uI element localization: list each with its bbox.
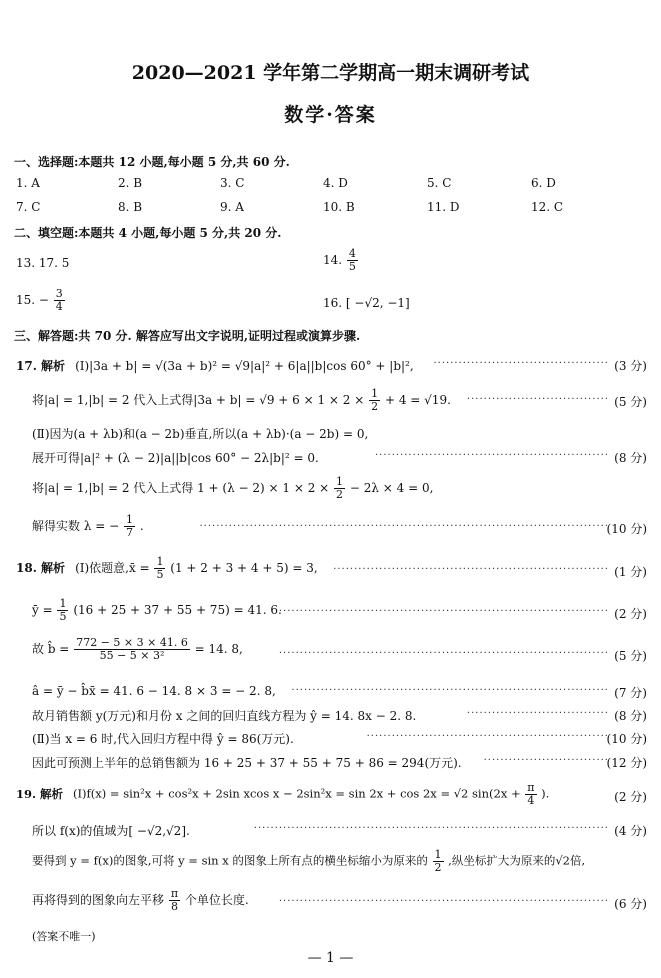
q17-text-6a: 解得实数 λ = −	[32, 519, 120, 533]
fraction	[154, 556, 165, 581]
answer-3: 3. C	[220, 176, 245, 190]
q17-line-2	[32, 388, 451, 413]
denominator: 4	[55, 300, 63, 313]
q18-text-1a: (Ⅰ)依题意,x̄ =	[75, 561, 150, 575]
fraction	[334, 476, 345, 501]
q18-lead: 18. 解析	[16, 561, 66, 575]
answer-7: 7. C	[16, 200, 41, 214]
fraction	[74, 637, 190, 662]
q19-note: (答案不唯一)	[32, 930, 96, 943]
section2-heading: 二、填空题:本题共 4 小题,每小题 5 分,共 20 分.	[14, 226, 282, 240]
denominator: 2	[434, 861, 442, 874]
q18-score-6: (10 分)	[606, 732, 647, 746]
answer-12: 12. C	[531, 200, 564, 214]
q19-score-1: (2 分)	[614, 790, 647, 804]
numerator: 1	[59, 597, 67, 610]
q17-line-6	[32, 514, 144, 539]
leader-dots: ··········································	[433, 358, 609, 369]
answer-11: 11. D	[427, 200, 460, 214]
section3-heading: 三、解答题:共 70 分. 解答应写出文字说明,证明过程或演算步骤.	[14, 329, 361, 343]
page-title: 2020—2021 学年第二学期高一期末调研考试	[131, 62, 530, 84]
q19-text-4a: 再将得到的图象向左平移	[32, 893, 165, 907]
denominator: 5	[156, 568, 164, 581]
q19-text-3a: 要得到 y = f(x)的图象,可将 y = sin x 的图象上所有点的横坐标缩小为原来的	[32, 853, 428, 868]
q19-text-4b: 个单位长度.	[184, 893, 249, 907]
denominator: 8	[170, 900, 178, 913]
numerator: 1	[336, 475, 344, 488]
q19-text-3b: ,纵坐标扩大为原来的√2倍,	[448, 853, 586, 868]
leader-dots: ·····················································································	[253, 823, 609, 834]
leader-dots: ······························	[483, 755, 609, 766]
q18-score-5: (8 分)	[614, 709, 647, 723]
answer-8: 8. B	[118, 200, 143, 214]
q18-line-4: â = ȳ − b̂x̄ = 41. 6 − 14. 8 × 3 = − 2. 8,	[32, 684, 276, 698]
leader-dots: ··································	[466, 708, 609, 719]
fill-answer-16: 16. [ −√2, −1]	[323, 296, 410, 310]
leader-dots: ························································	[374, 450, 609, 461]
numerator: 1	[434, 848, 442, 861]
fill-answer-14	[323, 248, 359, 273]
q17-text-2b: + 4 = √19.	[384, 393, 451, 407]
fraction	[369, 388, 380, 413]
q19-lead: 19. 解析	[16, 786, 64, 801]
numerator: 772 − 5 × 3 × 41. 6	[76, 636, 188, 649]
q18-score-7: (12 分)	[606, 756, 647, 770]
q17-score-2: (5 分)	[614, 395, 647, 409]
answer-9: 9. A	[220, 200, 244, 214]
q18-score-1: (1 分)	[614, 565, 647, 579]
denominator: 7	[126, 526, 133, 539]
q17-lead: 17. 解析	[16, 359, 66, 373]
q18-text-1b: (1 + 2 + 3 + 4 + 5) = 3,	[170, 561, 318, 575]
q17-line-1	[16, 357, 414, 374]
q17-line-3: (Ⅱ)因为(a + λb)和(a − 2b)垂直,所以(a + λb)·(a − 2b) = 0,	[32, 427, 369, 441]
numerator: 4	[348, 247, 356, 260]
fill-answer-13: 13. 17. 5	[16, 256, 70, 270]
answer-1: 1. A	[16, 176, 40, 190]
numerator: 1	[371, 387, 379, 400]
denominator: 4	[527, 794, 535, 807]
fraction	[347, 248, 358, 273]
answer-4: 4. D	[323, 176, 348, 190]
q17-text-2a: 将|a| = 1,|b| = 2 代入上式得|3a + b| = √9 + 6 × 1 × 2 ×	[32, 393, 365, 407]
q19-line-3	[32, 849, 585, 874]
page-subtitle: 数学·答案	[284, 104, 377, 126]
numerator: 3	[55, 287, 63, 300]
q18-line-3	[32, 637, 243, 662]
q17-text-5b: − 2λ × 4 = 0,	[349, 481, 434, 495]
q17-text-1: (Ⅰ)|3a + b| = √(3a + b)² = √9|a|² + 6|a||b|cos 60° + |b|²,	[75, 359, 414, 373]
q18-line-6: (Ⅱ)当 x = 6 时,代入回归方程中得 ŷ = 86(万元).	[32, 732, 294, 746]
q17-score-4: (8 分)	[614, 451, 647, 465]
q17-text-6b: .	[139, 519, 144, 533]
q17-line-4: 展开可得|a|² + (λ − 2)|a||b|cos 60° − 2λ|b|² = 0.	[32, 451, 319, 465]
leader-dots: ··························································	[366, 731, 609, 742]
q15-label: 15. −	[16, 293, 49, 307]
q18-text-3b: = 14. 8,	[194, 642, 243, 656]
denominator: 55 − 5 × 3²	[99, 649, 165, 662]
q19-line-4	[32, 888, 249, 913]
q17-score-1: (3 分)	[614, 359, 647, 373]
q19-text-1b: ).	[541, 786, 550, 801]
fraction	[54, 288, 65, 313]
page-number: — 1 —	[307, 950, 354, 966]
q18-line-5: 故月销售额 y(万元)和月份 x 之间的回归直线方程为 ŷ = 14. 8x − 2. 8.	[32, 709, 417, 723]
answer-10: 10. B	[323, 200, 355, 214]
q19-line-1	[16, 782, 549, 807]
q17-text-5a: 将|a| = 1,|b| = 2 代入上式得 1 + (λ − 2) × 1 × 2 ×	[32, 481, 330, 495]
answer-6: 6. D	[531, 176, 556, 190]
q18-score-4: (7 分)	[614, 686, 647, 700]
q19-score-2: (4 分)	[614, 824, 647, 838]
q18-score-2: (2 分)	[614, 607, 647, 621]
denominator: 5	[59, 610, 67, 623]
leader-dots: ············································································	[291, 685, 609, 696]
denominator: 5	[348, 260, 356, 273]
fraction	[525, 782, 536, 807]
fraction	[433, 849, 444, 874]
leader-dots: ···············································································	[278, 648, 609, 659]
q19-score-4: (6 分)	[614, 897, 647, 911]
q18-score-3: (5 分)	[614, 649, 647, 663]
leader-dots: ··································	[466, 394, 609, 405]
answer-2: 2. B	[118, 176, 143, 190]
leader-dots: ···············································································	[278, 896, 609, 907]
numerator: 1	[156, 555, 164, 568]
denominator: 2	[336, 488, 344, 501]
leader-dots: ···············································································	[278, 606, 609, 617]
section1-heading: 一、选择题:本题共 12 小题,每小题 5 分,共 60 分.	[14, 155, 290, 169]
q18-text-2a: ȳ =	[32, 603, 53, 617]
q18-line-2	[32, 598, 282, 623]
q17-score-6: (10 分)	[606, 522, 647, 536]
fraction	[169, 888, 180, 913]
numerator: π	[527, 781, 535, 794]
denominator: 2	[371, 400, 379, 413]
q18-line-7: 因此可预测上半年的总销售额为 16 + 25 + 37 + 55 + 75 + 86 = 294(万元).	[32, 756, 462, 770]
leader-dots: ··································································	[333, 564, 609, 575]
fraction	[124, 514, 135, 539]
leader-dots: ··································································································	[199, 521, 609, 532]
numerator: 1	[126, 513, 133, 526]
fill-answer-15	[16, 288, 66, 313]
answer-5: 5. C	[427, 176, 452, 190]
q18-line-1	[16, 556, 318, 581]
q18-text-3a: 故 b̂ =	[32, 642, 70, 656]
q14-label: 14.	[323, 253, 343, 267]
q19-text-1a: (Ⅰ)f(x) = sin²x + cos²x + 2sin xcos x − 2sin²x = sin 2x + cos 2x = √2 sin(2x +	[73, 786, 521, 801]
q19-line-2: 所以 f(x)的值域为[ −√2,√2].	[32, 824, 190, 838]
q18-text-2b: (16 + 25 + 37 + 55 + 75) = 41. 6.	[73, 603, 282, 617]
fraction	[57, 598, 68, 623]
q17-line-5	[32, 476, 433, 501]
numerator: π	[170, 887, 179, 900]
